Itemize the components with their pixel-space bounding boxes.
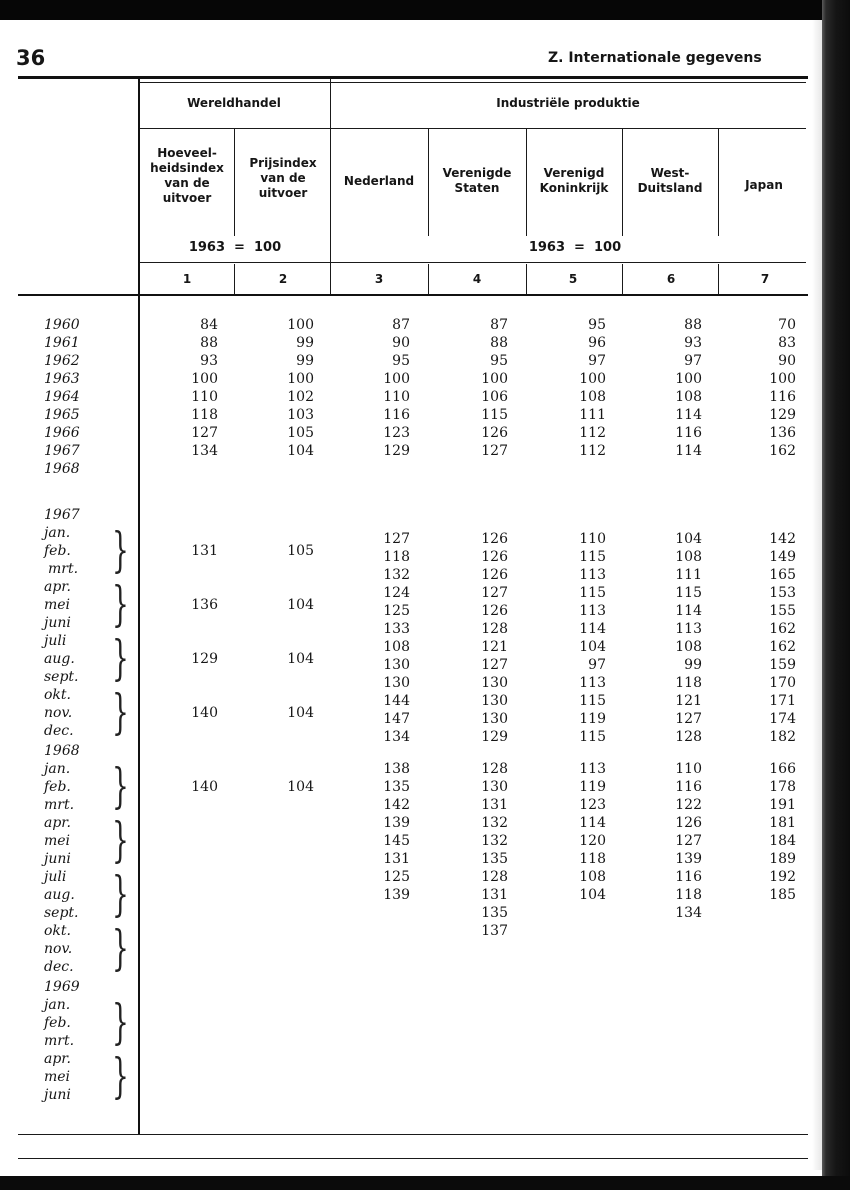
month-cell: 126 (675, 815, 702, 831)
month-label: apr. (44, 1051, 71, 1067)
col-number: 2 (278, 272, 288, 286)
annual-cell: 90 (392, 335, 410, 351)
month-cell: 114 (675, 603, 702, 619)
month-cell: 139 (383, 815, 410, 831)
header-industrie: Industriële produktie (496, 96, 640, 110)
quarter-cell: 136 (191, 597, 218, 613)
month-cell: 153 (769, 585, 796, 601)
scan-top-edge (0, 0, 850, 20)
month-cell: 131 (481, 887, 508, 903)
month-label: mrt. (44, 1033, 75, 1049)
annual-cell: 114 (675, 443, 702, 459)
annual-cell: 110 (191, 389, 218, 405)
month-cell: 104 (579, 639, 606, 655)
section-title: Z. Internationale gegevens (548, 50, 762, 66)
month-cell: 135 (383, 779, 410, 795)
annual-cell: 87 (490, 317, 508, 333)
header-col6-line: West- (650, 166, 690, 180)
page-number: 36 (16, 46, 46, 70)
year-label: 1968 (44, 461, 80, 477)
month-cell: 104 (675, 531, 702, 547)
month-cell: 126 (481, 531, 508, 547)
quarter-brace: } (112, 1048, 129, 1104)
month-cell: 170 (769, 675, 796, 691)
month-label: okt. (44, 923, 71, 939)
annual-cell: 97 (588, 353, 606, 369)
month-cell: 185 (769, 887, 796, 903)
year-label: 1963 (44, 371, 80, 387)
col-number: 3 (374, 272, 384, 286)
month-label: nov. (44, 705, 73, 721)
month-cell: 125 (383, 603, 410, 619)
base-year-left: 1963 = 100 (188, 240, 282, 255)
month-cell: 118 (383, 549, 410, 565)
month-cell: 139 (383, 887, 410, 903)
annual-cell: 99 (296, 335, 314, 351)
annual-cell: 95 (490, 353, 508, 369)
rule-v-12 (234, 128, 235, 236)
rule-v-12b (234, 264, 235, 294)
month-label: sept. (44, 905, 79, 921)
month-cell: 131 (481, 797, 508, 813)
month-cell: 189 (769, 851, 796, 867)
month-cell: 178 (769, 779, 796, 795)
month-cell: 108 (675, 549, 702, 565)
month-cell: 166 (769, 761, 796, 777)
month-cell: 121 (675, 693, 702, 709)
annual-cell: 129 (769, 407, 796, 423)
quarter-cell: 104 (287, 779, 314, 795)
month-cell: 127 (675, 711, 702, 727)
quarter-brace: } (112, 812, 129, 868)
col-number: 1 (182, 272, 192, 286)
month-cell: 128 (481, 621, 508, 637)
month-cell: 131 (383, 851, 410, 867)
month-cell: 130 (481, 675, 508, 691)
rule-v-56b (622, 264, 623, 294)
month-cell: 162 (769, 639, 796, 655)
rule-stub (138, 78, 140, 1134)
month-cell: 108 (383, 639, 410, 655)
quarter-brace: } (112, 522, 129, 578)
year-label: 1968 (44, 743, 80, 759)
month-cell: 119 (579, 779, 606, 795)
month-label: feb. (44, 779, 71, 795)
annual-cell: 100 (287, 317, 314, 333)
month-cell: 113 (579, 567, 606, 583)
month-cell: 116 (675, 869, 702, 885)
month-label: feb. (44, 1015, 71, 1031)
month-cell: 147 (383, 711, 410, 727)
month-cell: 142 (769, 531, 796, 547)
month-cell: 104 (579, 887, 606, 903)
annual-cell: 100 (675, 371, 702, 387)
month-cell: 115 (579, 693, 606, 709)
month-cell: 127 (481, 657, 508, 673)
quarter-brace: } (112, 630, 129, 686)
month-cell: 159 (769, 657, 796, 673)
month-cell: 123 (579, 797, 606, 813)
quarter-brace: } (112, 684, 129, 740)
year-label: 1966 (44, 425, 80, 441)
annual-cell: 116 (383, 407, 410, 423)
month-label: mei (44, 1069, 71, 1085)
header-col5-line: Koninkrijk (539, 181, 609, 195)
annual-cell: 106 (481, 389, 508, 405)
month-cell: 128 (481, 869, 508, 885)
annual-cell: 115 (481, 407, 508, 423)
month-cell: 126 (481, 549, 508, 565)
month-label: aug. (44, 651, 75, 667)
col-number: 5 (568, 272, 578, 286)
year-label: 1961 (44, 335, 80, 351)
quarter-brace: } (112, 920, 129, 976)
rule-v-34b (428, 264, 429, 294)
annual-cell: 114 (675, 407, 702, 423)
annual-cell: 100 (383, 371, 410, 387)
annual-cell: 88 (684, 317, 702, 333)
month-cell: 115 (579, 549, 606, 565)
month-cell: 120 (579, 833, 606, 849)
month-cell: 135 (481, 851, 508, 867)
header-col1-line: van de (164, 176, 210, 190)
col-number: 4 (472, 272, 482, 286)
annual-cell: 111 (579, 407, 606, 423)
month-cell: 119 (579, 711, 606, 727)
month-label: mrt. (48, 561, 79, 577)
month-cell: 127 (383, 531, 410, 547)
annual-cell: 100 (579, 371, 606, 387)
annual-cell: 116 (769, 389, 796, 405)
header-col1-line: Hoeveel- (157, 146, 217, 160)
header-col4 (428, 166, 526, 196)
annual-cell: 93 (684, 335, 702, 351)
quarter-cell: 105 (287, 543, 314, 559)
month-cell: 118 (675, 887, 702, 903)
month-label: aug. (44, 887, 75, 903)
annual-cell: 134 (191, 443, 218, 459)
month-cell: 125 (383, 869, 410, 885)
year-label: 1962 (44, 353, 80, 369)
month-label: feb. (44, 543, 71, 559)
annual-cell: 96 (588, 335, 606, 351)
header-col2-line: Prijsindex (249, 156, 317, 170)
quarter-cell: 104 (287, 597, 314, 613)
header-col4-line: Verenigde (442, 166, 512, 180)
month-label: jan. (44, 997, 71, 1013)
annual-cell: 100 (769, 371, 796, 387)
annual-cell: 123 (383, 425, 410, 441)
annual-cell: 100 (191, 371, 218, 387)
col-number: 7 (760, 272, 770, 286)
rule-bottom-2 (18, 1158, 808, 1159)
header-col4-line: Staten (454, 181, 500, 195)
month-cell: 115 (675, 585, 702, 601)
month-label: mei (44, 597, 71, 613)
month-label: mei (44, 833, 71, 849)
month-cell: 132 (481, 833, 508, 849)
scan-right-edge (822, 0, 850, 1190)
month-cell: 139 (675, 851, 702, 867)
month-cell: 142 (383, 797, 410, 813)
month-cell: 127 (481, 585, 508, 601)
month-cell: 122 (675, 797, 702, 813)
header-col3: Nederland (343, 174, 415, 188)
annual-cell: 129 (383, 443, 410, 459)
month-cell: 99 (684, 657, 702, 673)
header-wereldhandel: Wereldhandel (187, 96, 281, 110)
annual-cell: 127 (481, 443, 508, 459)
month-cell: 134 (675, 905, 702, 921)
month-cell: 192 (769, 869, 796, 885)
month-cell: 108 (675, 639, 702, 655)
month-cell: 138 (383, 761, 410, 777)
rule-v-45b (526, 264, 527, 294)
annual-cell: 95 (588, 317, 606, 333)
rule-colnum (18, 294, 808, 296)
base-year-right: 1963 = 100 (528, 240, 622, 255)
quarter-cell: 104 (287, 651, 314, 667)
month-cell: 108 (579, 869, 606, 885)
quarter-cell: 131 (191, 543, 218, 559)
quarter-brace: } (112, 576, 129, 632)
rule-top-thin (138, 82, 806, 83)
month-label: dec. (44, 723, 74, 739)
month-cell: 126 (481, 603, 508, 619)
scan-bottom-edge (0, 1176, 850, 1190)
header-col1-line: heidsindex (150, 161, 224, 175)
month-cell: 113 (579, 675, 606, 691)
month-label: juli (44, 633, 67, 649)
month-cell: 135 (481, 905, 508, 921)
month-cell: 130 (481, 693, 508, 709)
header-col7: Japan (745, 178, 783, 192)
year-label: 1964 (44, 389, 80, 405)
month-label: juni (44, 1087, 71, 1103)
month-cell: 132 (383, 567, 410, 583)
month-cell: 110 (579, 531, 606, 547)
year-label: 1969 (44, 979, 80, 995)
month-cell: 118 (675, 675, 702, 691)
month-cell: 162 (769, 621, 796, 637)
month-cell: 115 (579, 585, 606, 601)
month-label: nov. (44, 941, 73, 957)
month-cell: 126 (481, 567, 508, 583)
annual-cell: 126 (481, 425, 508, 441)
month-cell: 124 (383, 585, 410, 601)
rule-base (138, 262, 806, 263)
annual-cell: 112 (579, 443, 606, 459)
header-col2-line: uitvoer (258, 186, 308, 200)
year-label: 1965 (44, 407, 80, 423)
month-cell: 130 (383, 657, 410, 673)
month-label: juni (44, 851, 71, 867)
month-cell: 134 (383, 729, 410, 745)
annual-cell: 112 (579, 425, 606, 441)
header-col5 (526, 166, 622, 196)
annual-cell: 97 (684, 353, 702, 369)
annual-cell: 162 (769, 443, 796, 459)
annual-cell: 100 (287, 371, 314, 387)
month-label: okt. (44, 687, 71, 703)
month-cell: 182 (769, 729, 796, 745)
month-cell: 171 (769, 693, 796, 709)
month-cell: 118 (579, 851, 606, 867)
month-cell: 128 (675, 729, 702, 745)
month-cell: 165 (769, 567, 796, 583)
rule-v-67b (718, 264, 719, 294)
annual-cell: 84 (200, 317, 218, 333)
month-cell: 127 (675, 833, 702, 849)
month-cell: 155 (769, 603, 796, 619)
month-cell: 174 (769, 711, 796, 727)
month-cell: 129 (481, 729, 508, 745)
annual-cell: 116 (675, 425, 702, 441)
month-cell: 128 (481, 761, 508, 777)
quarter-brace: } (112, 866, 129, 922)
annual-cell: 102 (287, 389, 314, 405)
month-label: jan. (44, 761, 71, 777)
month-cell: 111 (675, 567, 702, 583)
month-label: dec. (44, 959, 74, 975)
annual-cell: 88 (490, 335, 508, 351)
annual-cell: 108 (675, 389, 702, 405)
header-col1-line: uitvoer (162, 191, 212, 205)
annual-cell: 93 (200, 353, 218, 369)
month-cell: 97 (588, 657, 606, 673)
month-cell: 121 (481, 639, 508, 655)
year-label: 1960 (44, 317, 80, 333)
quarter-cell: 140 (191, 705, 218, 721)
header-col6-line: Duitsland (637, 181, 703, 195)
month-cell: 114 (579, 815, 606, 831)
header-col2-line: van de (260, 171, 306, 185)
header-col5-line: Verenigd (543, 166, 605, 180)
month-cell: 149 (769, 549, 796, 565)
month-cell: 113 (579, 761, 606, 777)
annual-cell: 136 (769, 425, 796, 441)
month-cell: 145 (383, 833, 410, 849)
annual-cell: 104 (287, 443, 314, 459)
annual-cell: 105 (287, 425, 314, 441)
month-cell: 132 (481, 815, 508, 831)
quarter-cell: 104 (287, 705, 314, 721)
rule-group (138, 128, 806, 129)
month-cell: 181 (769, 815, 796, 831)
month-label: sept. (44, 669, 79, 685)
year-label: 1967 (44, 443, 80, 459)
month-cell: 114 (579, 621, 606, 637)
header-col2 (236, 156, 330, 201)
quarter-cell: 140 (191, 779, 218, 795)
annual-cell: 103 (287, 407, 314, 423)
month-cell: 133 (383, 621, 410, 637)
month-label: juli (44, 869, 67, 885)
header-col6 (622, 166, 718, 196)
annual-cell: 118 (191, 407, 218, 423)
annual-cell: 108 (579, 389, 606, 405)
annual-cell: 95 (392, 353, 410, 369)
annual-cell: 83 (778, 335, 796, 351)
month-label: apr. (44, 815, 71, 831)
annual-cell: 90 (778, 353, 796, 369)
rule-top-thick (18, 76, 808, 79)
month-cell: 137 (481, 923, 508, 939)
annual-cell: 99 (296, 353, 314, 369)
month-cell: 144 (383, 693, 410, 709)
annual-cell: 100 (481, 371, 508, 387)
annual-cell: 70 (778, 317, 796, 333)
header-col1 (140, 146, 234, 206)
month-cell: 184 (769, 833, 796, 849)
month-label: apr. (44, 579, 71, 595)
month-cell: 130 (481, 711, 508, 727)
col-number: 6 (666, 272, 676, 286)
quarter-brace: } (112, 994, 129, 1050)
quarter-brace: } (112, 758, 129, 814)
month-cell: 115 (579, 729, 606, 745)
month-label: juni (44, 615, 71, 631)
month-cell: 116 (675, 779, 702, 795)
annual-cell: 87 (392, 317, 410, 333)
quarter-cell: 129 (191, 651, 218, 667)
month-label: jan. (44, 525, 71, 541)
month-cell: 191 (769, 797, 796, 813)
year-label: 1967 (44, 507, 80, 523)
month-cell: 110 (675, 761, 702, 777)
month-cell: 130 (481, 779, 508, 795)
month-cell: 130 (383, 675, 410, 691)
month-cell: 113 (579, 603, 606, 619)
annual-cell: 110 (383, 389, 410, 405)
month-cell: 113 (675, 621, 702, 637)
annual-cell: 127 (191, 425, 218, 441)
annual-cell: 88 (200, 335, 218, 351)
rule-bottom-1 (18, 1134, 808, 1135)
month-label: mrt. (44, 797, 75, 813)
